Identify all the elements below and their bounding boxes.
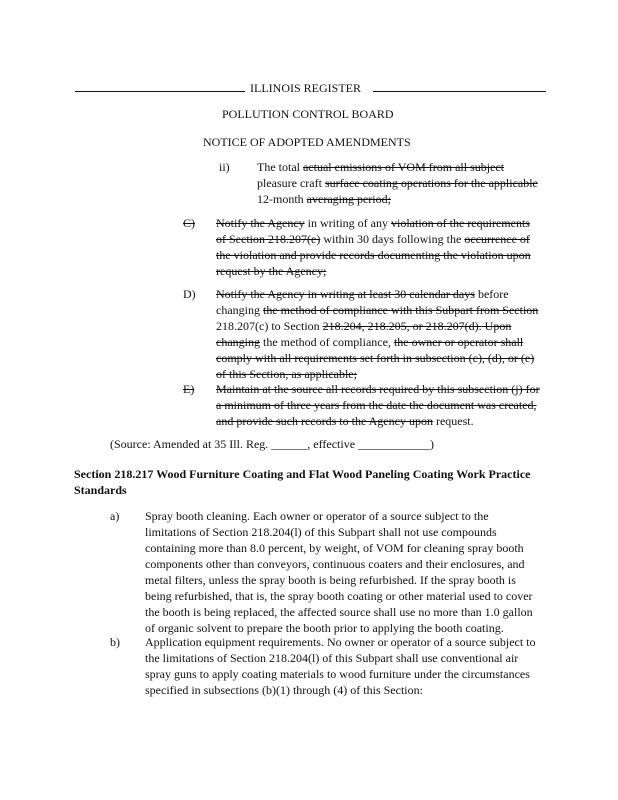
subsection-b-text [145, 634, 536, 698]
subsection-a-line: metal filters, unless the spray booth is being refurbished. If the spray booth is [145, 573, 516, 587]
item-d-text-3: 218.207(c) to Section [216, 319, 323, 333]
item-d-text-4: the method of compliance, [260, 335, 394, 349]
subsection-a-line: limitations of Section 218.204(l) of this Subpart shall not use compounds [145, 525, 497, 539]
item-ii-text-2: pleasure craft [257, 176, 325, 190]
item-c-text [216, 215, 531, 279]
section-title [74, 466, 530, 498]
subsection-b-line: Application equipment requirements. No owner or operator of a source subject to [145, 635, 536, 649]
item-c-strike-1b: violation of the requirements [390, 216, 530, 230]
subsection-b-line: the limitations of Section 218.204(l) of this Subpart shall use conventional air [145, 651, 519, 665]
item-ii-strike-3: averaging period; [306, 192, 391, 206]
item-c-strike-2b: occurrence of [464, 232, 530, 246]
subsection-a-line: components other than conveyors, continuous coaters and their enclosures, and [145, 557, 525, 571]
item-d-text-1: before [474, 287, 509, 301]
header-rule-right [373, 91, 546, 92]
item-d-text-2: changing [216, 303, 263, 317]
item-c-text-2: within 30 days following the [320, 232, 465, 246]
item-d-strike-6: of this Section, as applicable; [216, 367, 357, 381]
item-d-marker: D) [183, 287, 196, 301]
subsection-a-line: being refurbished, that is, the spray booth coating or other material used to cover [145, 589, 533, 603]
item-ii-strike-2: surface coating operations for the applicable [324, 176, 538, 190]
item-c-strike-1a: Notify the Agency [216, 216, 305, 230]
header-rule-left [75, 91, 245, 92]
section-title-line-1: Section 218.217 Wood Furniture Coating and Flat Wood Paneling Coating Work Practice [74, 467, 531, 481]
item-d-strike-5: comply with all requirements set forth in subsection (c), (d), or (e) [216, 351, 535, 365]
item-e-strike-2: a minimum of three years from the date the document was created, [216, 398, 537, 412]
item-e-text [216, 381, 540, 429]
register-title: ILLINOIS REGISTER [250, 81, 361, 95]
item-c-strike-4: request by the Agency; [216, 264, 327, 278]
item-d-strike-2: the method of compliance with this Subpart from Section [263, 303, 539, 317]
item-d-text [216, 286, 538, 382]
item-d-strike-4b: the owner or operator shall [393, 335, 524, 349]
item-c-marker: C) [183, 216, 195, 230]
item-ii-marker: ii) [219, 160, 230, 174]
subsection-a-line: Spray booth cleaning. Each owner or operator of a source subject to the [145, 509, 489, 523]
item-d-strike-1: Notify the Agency in writing at least 30 calendar days [216, 287, 475, 301]
source-note: (Source: Amended at 35 Ill. Reg. ______, effective ____________) [110, 437, 435, 451]
item-ii-strike-1: actual emissions of VOM from all subject [302, 160, 505, 174]
item-ii-text [257, 159, 538, 207]
item-d-strike-3: 218.204, 218.205, or 218.207(d). [322, 319, 482, 333]
item-e-text-3: request. [432, 414, 474, 428]
item-c-text-1: in writing of any [304, 216, 391, 230]
item-e-marker: E) [183, 382, 195, 396]
item-ii-text-1: The total [257, 160, 303, 174]
subsection-a-marker: a) [110, 509, 120, 523]
section-title-line-2: Standards [74, 483, 127, 497]
item-c-strike-3: the violation and provide records documenting the violation upon [216, 248, 531, 262]
item-e-strike-3: and provide such records to the Agency upon [216, 414, 433, 428]
item-d-strike-4a: changing [216, 335, 260, 349]
subsection-b-line: spray guns to apply coating materials to wood furniture under the circumstances [145, 667, 530, 681]
item-e-strike-1: Maintain at the source all records required by this subsection (j) for [216, 382, 540, 396]
item-c-strike-2a: of Section 218.207(e) [216, 232, 321, 246]
subsection-b-line: specified in subsections (b)(1) through (4) of this Section: [145, 683, 423, 697]
subsection-a-text [145, 508, 533, 636]
subsection-a-line: containing more than 8.0 percent, by weight, of VOM for cleaning spray booth [145, 541, 524, 555]
board-title: POLLUTION CONTROL BOARD [222, 107, 394, 121]
notice-title: NOTICE OF ADOPTED AMENDMENTS [203, 135, 411, 149]
item-ii-text-3: 12-month [257, 192, 307, 206]
subsection-a-line: of organic solvent to prepare the booth prior to applying the booth coating. [145, 621, 504, 635]
item-d-strike-3b: Upon [481, 319, 512, 333]
subsection-a-line: the booth is being replaced, the affected source shall use no more than 1.0 gallon [145, 605, 533, 619]
subsection-b-marker: b) [110, 635, 120, 649]
